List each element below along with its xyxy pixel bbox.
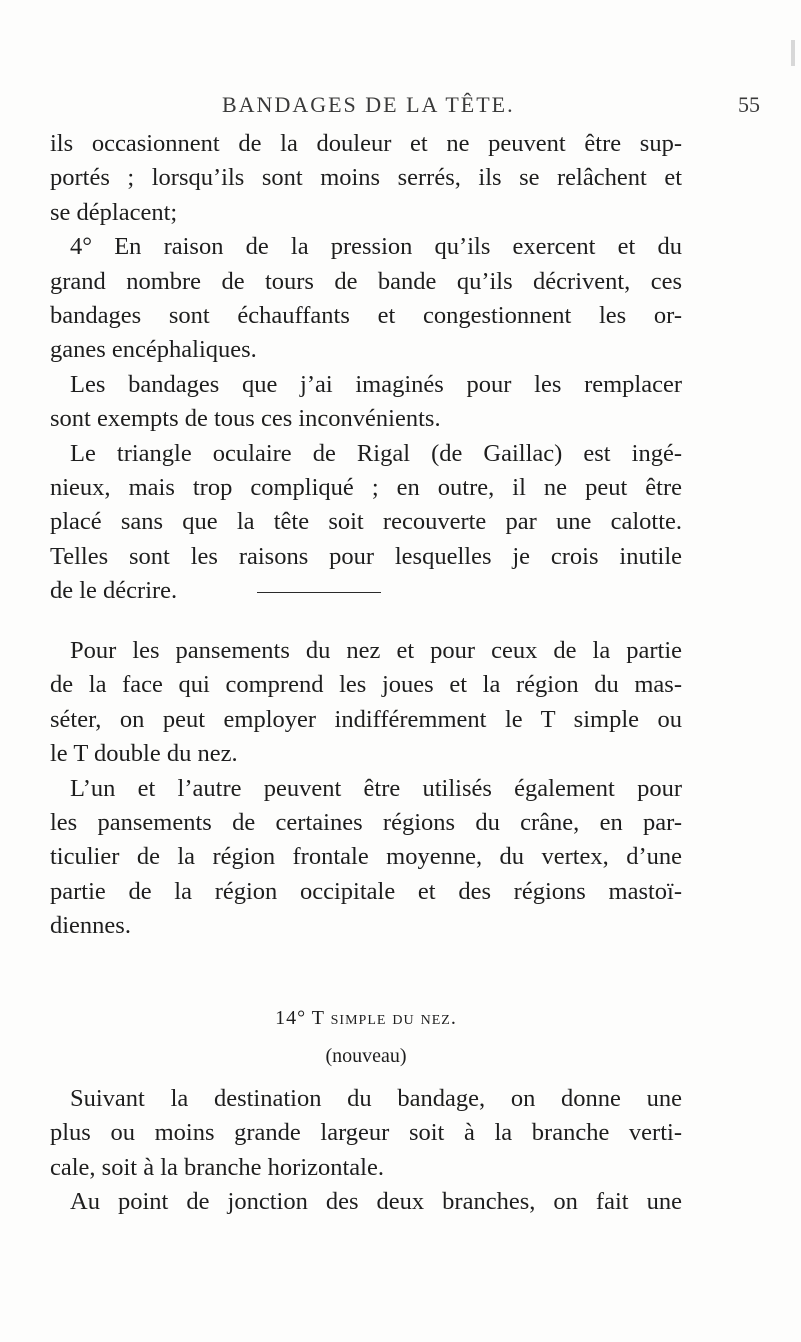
- text-line: placé sans que la tête soit recouverte par une calotte.: [50, 508, 682, 536]
- text-block-middle: [50, 634, 682, 944]
- text-line: cale, soit à la branche horizontale.: [50, 1153, 384, 1181]
- text-line: Au point de jonction des deux branches, on fait une: [70, 1188, 682, 1216]
- text-line: se déplacent;: [50, 198, 178, 226]
- text-line: L’un et l’autre peuvent être utilisés également pour: [70, 774, 682, 802]
- text-line: partie de la région occipitale et des régions mastoï-: [50, 877, 682, 905]
- text-line: nieux, mais trop compliqué ; en outre, il ne peut être: [50, 473, 682, 501]
- text-line: ticulier de la région frontale moyenne, du vertex, d’une: [50, 843, 682, 871]
- text-line: séter, on peut employer indifféremment le T simple ou: [50, 705, 682, 733]
- running-head: [0, 92, 801, 122]
- text-block-top: [50, 127, 682, 608]
- page-edge-mark: [791, 40, 795, 66]
- text-line: plus ou moins grande largeur soit à la branche verti-: [50, 1119, 682, 1147]
- text-line: Pour les pansements du nez et pour ceux de la partie: [70, 637, 682, 664]
- text-line: 4° En raison de la pression qu’ils exercent et du: [70, 233, 682, 261]
- text-line: bandages sont échauffants et congestionnent les or-: [50, 301, 682, 329]
- text-line: le T double du nez.: [50, 740, 238, 768]
- text-line: Le triangle oculaire de Rigal (de Gaillac) est ingé-: [70, 439, 682, 467]
- text-line: sont exempts de tous ces inconvénients.: [50, 405, 441, 433]
- section-divider: [257, 592, 381, 593]
- text-line: diennes.: [50, 912, 131, 940]
- text-block-bottom: [50, 1082, 682, 1220]
- text-line: Suivant la destination du bandage, on donne une: [70, 1085, 682, 1112]
- section-heading: [50, 1005, 682, 1031]
- running-title: BANDAGES DE LA TÊTE.: [222, 92, 515, 117]
- text-line: de la face qui comprend les joues et la région du mas-: [50, 671, 682, 699]
- text-line: de le décrire.: [50, 577, 178, 605]
- page-number: 55: [738, 92, 760, 117]
- section-subtitle: (nouveau): [325, 1045, 407, 1067]
- text-line: Telles sont les raisons pour lesquelles je crois inutile: [50, 542, 682, 570]
- text-line: Les bandages que j’ai imaginés pour les remplacer: [70, 370, 682, 398]
- text-line: les pansements de certaines régions du crâne, en par-: [50, 808, 682, 836]
- section-title: 14° T simple du nez.: [275, 1007, 457, 1029]
- text-line: ils occasionnent de la douleur et ne peuvent être sup-: [50, 130, 682, 157]
- text-line: portés ; lorsqu’ils sont moins serrés, ils se relâchent et: [50, 164, 682, 192]
- text-line: ganes encéphaliques.: [50, 336, 257, 364]
- text-line: grand nombre de tours de bande qu’ils décrivent, ces: [50, 267, 682, 295]
